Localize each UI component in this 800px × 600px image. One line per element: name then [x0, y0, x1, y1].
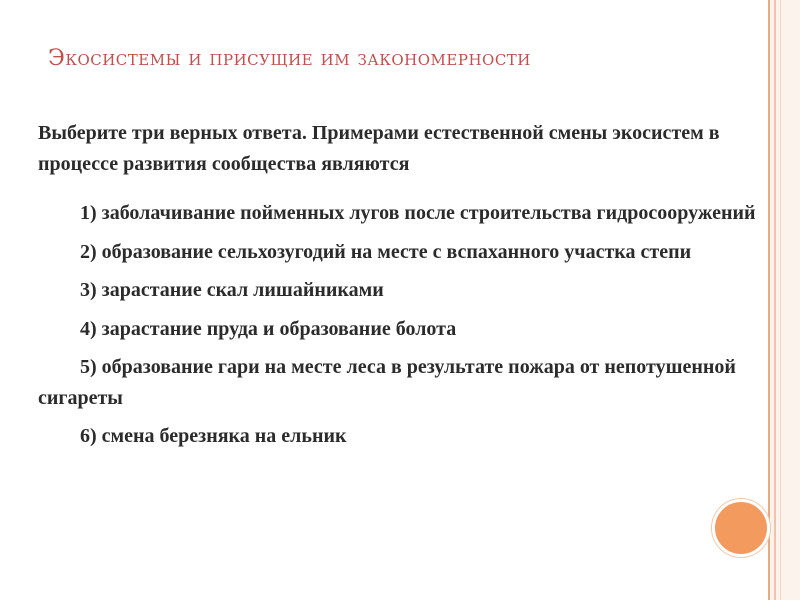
question-text: Выберите три верных ответа. Примерами естественной смены экосистем в процессе развития сообщества являются: [38, 122, 720, 175]
decorative-stripe: [768, 0, 800, 600]
answer-option-4: 4) зарастание пруда и образование болота: [80, 317, 457, 340]
answer-option-2: 2) образование сельхозугодий на месте с вспаханного участка степи: [80, 240, 692, 263]
answer-option-1: 1) заболачивание пойменных лугов после строительства гидросооружений: [80, 202, 756, 224]
slide-content: [38, 118, 758, 460]
answer-option-3: 3) зарастание скал лишайниками: [80, 279, 384, 301]
slide-title: Экосистемы и присущие им закономерности: [48, 46, 531, 71]
decorative-circle: [712, 499, 770, 557]
answer-option-6: 6) смена березняка на ельник: [80, 425, 347, 447]
answer-option-5: 5) образование гари на месте леса в результате пожара от непотушенной сигареты: [38, 356, 736, 409]
